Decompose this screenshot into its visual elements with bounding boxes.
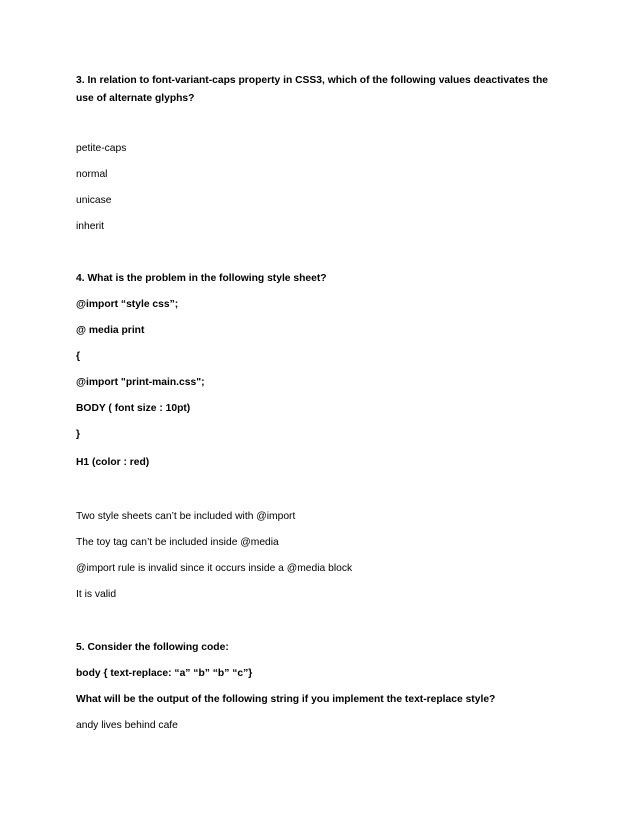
q4-code-line-6: } <box>76 429 81 440</box>
q4-option-3: @import rule is invalid since it occurs inside a @media block <box>76 563 353 574</box>
q4-code-line-7: H1 (color : red) <box>76 457 150 468</box>
q3-option-4: inherit <box>76 221 105 232</box>
q3-question-line2: use of alternate glyphs? <box>76 93 195 104</box>
q5-question: 5. Consider the following code: <box>76 642 229 653</box>
q4-code-line-2: @ media print <box>76 325 145 336</box>
q4-code-line-1: @import “style css”; <box>76 299 179 310</box>
q4-code-line-4: @import "print-main.css"; <box>76 377 205 388</box>
q5-string: andy lives behind cafe <box>76 720 178 731</box>
q4-code-line-5: BODY ( font size : 10pt) <box>76 403 191 414</box>
q4-code-line-3: { <box>76 351 81 362</box>
q5-code: body { text-replace: “a” “b” “b” “c”} <box>76 668 253 679</box>
q4-option-1: Two style sheets can’t be included with @import <box>76 511 296 522</box>
q3-option-2: normal <box>76 169 108 180</box>
q3-option-1: petite-caps <box>76 143 127 154</box>
q5-prompt: What will be the output of the following string if you implement the text-replace style? <box>76 694 496 705</box>
q3-option-3: unicase <box>76 195 112 206</box>
q3-question-line1: 3. In relation to font-variant-caps property in CSS3, which of the following values deactivates the <box>76 75 549 86</box>
q4-question: 4. What is the problem in the following style sheet? <box>76 273 327 284</box>
q4-option-2: The toy tag can’t be included inside @media <box>76 537 279 548</box>
q4-option-4: It is valid <box>76 589 117 600</box>
